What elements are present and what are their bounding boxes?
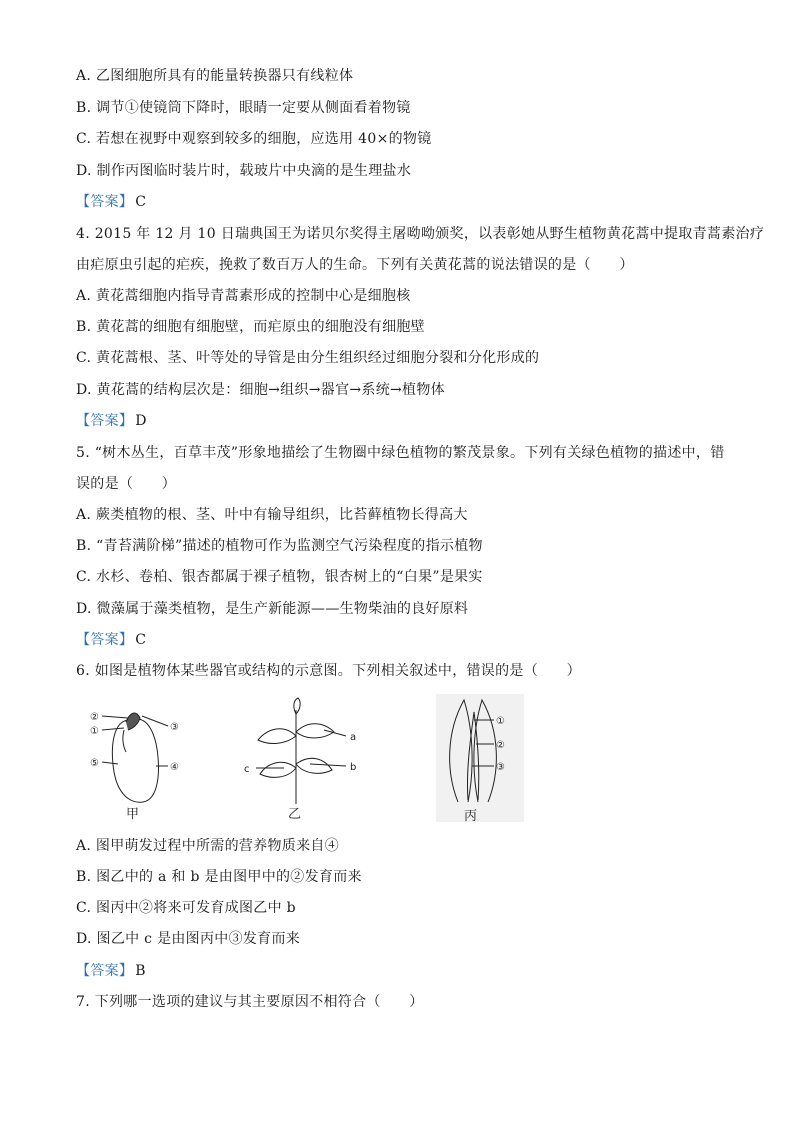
q5-option-d: D. 微藻属于藻类植物，是生产新能源——生物柴油的良好原料: [76, 601, 469, 617]
q4-stem-line2: 由疟原虫引起的疟疾，挽救了数百万人的生命。下列有关黄花蒿的说法错误的是（ ）: [76, 257, 634, 273]
seed-diagram-jia: [102, 713, 168, 802]
q6-option-b: B. 图乙中的 a 和 b 是由图甲中的②发育而来: [76, 869, 362, 885]
jia-label-3: ③: [170, 722, 179, 733]
caption-jia: 甲: [126, 807, 140, 822]
caption-bing: 丙: [464, 809, 478, 824]
q5-option-c: C. 水杉、卷柏、银杏都属于裸子植物，银杏树上的“白果”是果实: [76, 569, 483, 585]
q3-option-c: C. 若想在视野中观察到较多的细胞，应选用 40×的物镜: [76, 131, 432, 147]
answer-value: B: [135, 963, 146, 979]
bing-label-2: ②: [496, 740, 505, 751]
q4-option-a: A. 黄花蒿细胞内指导青蒿素形成的控制中心是细胞核: [76, 288, 411, 304]
q5-option-a: A. 蕨类植物的根、茎、叶中有输导组织，比苔藓植物长得高大: [76, 507, 468, 523]
answer-label: 【答案】: [76, 194, 134, 210]
caption-yi: 乙: [288, 807, 302, 822]
jia-label-2: ②: [90, 712, 99, 723]
bing-label-3: ③: [496, 762, 505, 773]
jia-label-5: ⑤: [90, 758, 99, 769]
figure-svg: [88, 692, 528, 824]
q5-answer: [76, 630, 146, 650]
q6-option-a: A. 图甲萌发过程中所需的营养物质来自④: [76, 838, 340, 854]
q5-stem-line1: 5. “树木丛生，百草丰茂”形象地描绘了生物圈中绿色植物的繁茂景象。下列有关绿色植物的描述中，错: [76, 445, 725, 461]
jia-label-1: ①: [90, 726, 99, 737]
answer-label: 【答案】: [76, 413, 134, 429]
q3-option-b: B. 调节①使镜筒下降时，眼睛一定要从侧面看着物镜: [76, 100, 411, 116]
answer-value: C: [135, 194, 147, 210]
plant-structure-figure: [88, 692, 528, 824]
answer-value: D: [135, 413, 147, 429]
q4-option-d: D. 黄花蒿的结构层次是：细胞→组织→器官→系统→植物体: [76, 382, 445, 398]
yi-label-a: a: [350, 732, 357, 743]
yi-label-c: c: [244, 764, 250, 775]
yi-label-b: b: [350, 762, 357, 773]
q6-option-c: C. 图丙中②将来可发育成图乙中 b: [76, 900, 296, 916]
bing-label-1: ①: [496, 716, 505, 727]
seed-outline: [112, 719, 158, 802]
jia-label-4: ④: [170, 762, 179, 773]
answer-label: 【答案】: [76, 632, 134, 648]
shoot-diagram-yi: [256, 698, 346, 804]
q4-answer: [76, 411, 147, 431]
q6-answer: [76, 961, 146, 981]
q3-option-a: A. 乙图细胞所具有的能量转换器只有线粒体: [76, 68, 354, 84]
q4-option-c: C. 黄花蒿根、茎、叶等处的导管是由分生组织经过细胞分裂和分化形成的: [76, 350, 540, 366]
q7-stem: 7. 下列哪一选项的建议与其主要原因不相符合（ ）: [76, 994, 424, 1010]
q6-option-d: D. 图乙中 c 是由图丙中③发育而来: [76, 931, 301, 947]
answer-label: 【答案】: [76, 963, 134, 979]
q4-option-b: B. 黄花蒿的细胞有细胞壁，而疟原虫的细胞没有细胞壁: [76, 319, 425, 335]
q3-option-d: D. 制作丙图临时装片时，载玻片中央滴的是生理盐水: [76, 163, 412, 179]
q4-stem-line1: 4. 2015 年 12 月 10 日瑞典国王为诺贝尔奖得主屠呦呦颁奖，以表彰她从野生植物黄花蒿中提取青蒿素治疗: [76, 226, 765, 242]
q6-stem: 6. 如图是植物体某些器官或结构的示意图。下列相关叙述中，错误的是（ ）: [76, 663, 581, 679]
q5-stem-line2: 误的是（ ）: [76, 476, 177, 492]
embryo-bud: [126, 713, 140, 730]
radicle: [123, 730, 126, 752]
q3-answer: [76, 192, 146, 212]
q5-option-b: B. “青苔满阶梯”描述的植物可作为监测空气污染程度的指示植物: [76, 538, 483, 554]
answer-value: C: [135, 632, 147, 648]
